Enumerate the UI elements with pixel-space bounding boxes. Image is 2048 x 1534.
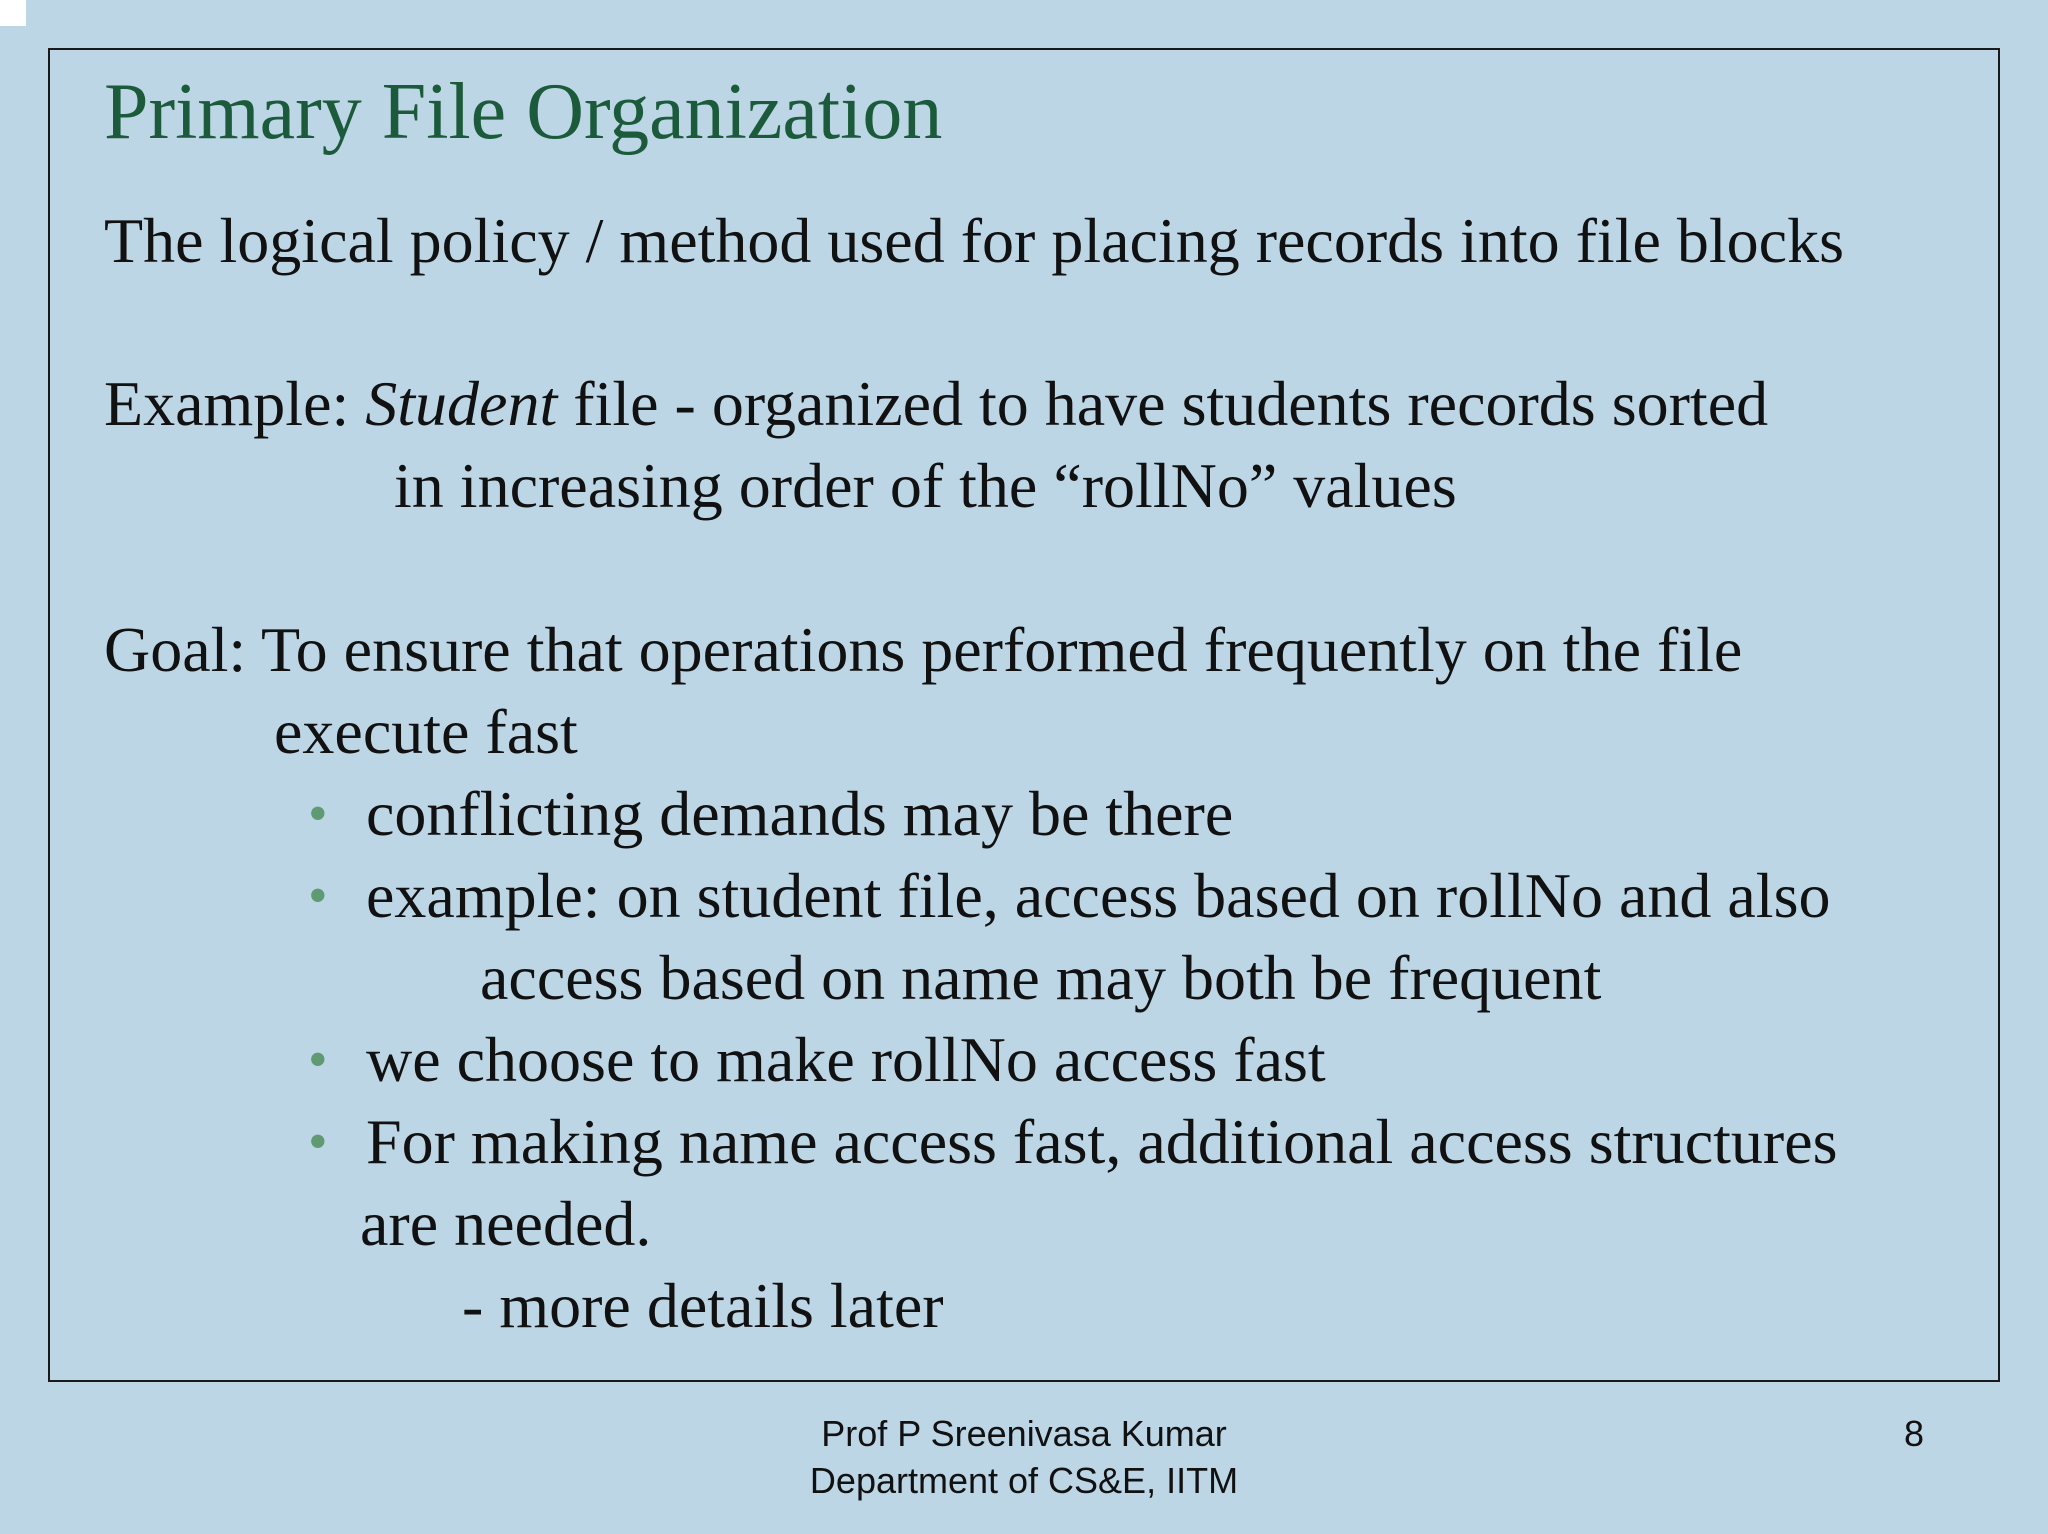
bullet-item-4-continuation: are needed. xyxy=(360,1188,652,1259)
goal-line-2: execute fast xyxy=(274,696,578,767)
bullet-item-2-continuation: access based on name may both be frequent xyxy=(480,942,1602,1013)
example-continuation: in increasing order of the “rollNo” values xyxy=(394,450,1457,521)
bullet-item-1: conflicting demands may be there xyxy=(366,778,1234,849)
goal-line-1: Goal: To ensure that operations performed frequently on the file xyxy=(104,614,1743,685)
bullet-item-4: For making name access fast, additional access structures xyxy=(366,1106,1838,1177)
bullet-dot-2: • xyxy=(308,865,328,927)
example-emphasis: Student xyxy=(365,368,558,439)
bullet-dot-1: • xyxy=(308,783,328,845)
example-rest: file - organized to have students records sorted xyxy=(557,368,1769,439)
bullet-dot-4: • xyxy=(308,1111,328,1173)
page-number: 8 xyxy=(1904,1413,1925,1454)
note-text: - more details later xyxy=(462,1270,944,1341)
example-lead: Example: xyxy=(104,368,366,439)
footer-department: Department of CS&E, IITM xyxy=(809,1460,1239,1501)
definition-text: The logical policy / method used for placing records into file blocks xyxy=(104,205,1844,276)
example-line xyxy=(104,366,1768,442)
bullet-item-2: example: on student file, access based on rollNo and also xyxy=(366,860,1831,931)
slide-title: Primary File Organization xyxy=(104,68,943,156)
bullet-dot-3: • xyxy=(308,1029,328,1091)
bullet-item-3: we choose to make rollNo access fast xyxy=(366,1024,1326,1095)
footer-author: Prof P Sreenivasa Kumar xyxy=(821,1413,1227,1454)
corner-mark xyxy=(0,0,26,26)
